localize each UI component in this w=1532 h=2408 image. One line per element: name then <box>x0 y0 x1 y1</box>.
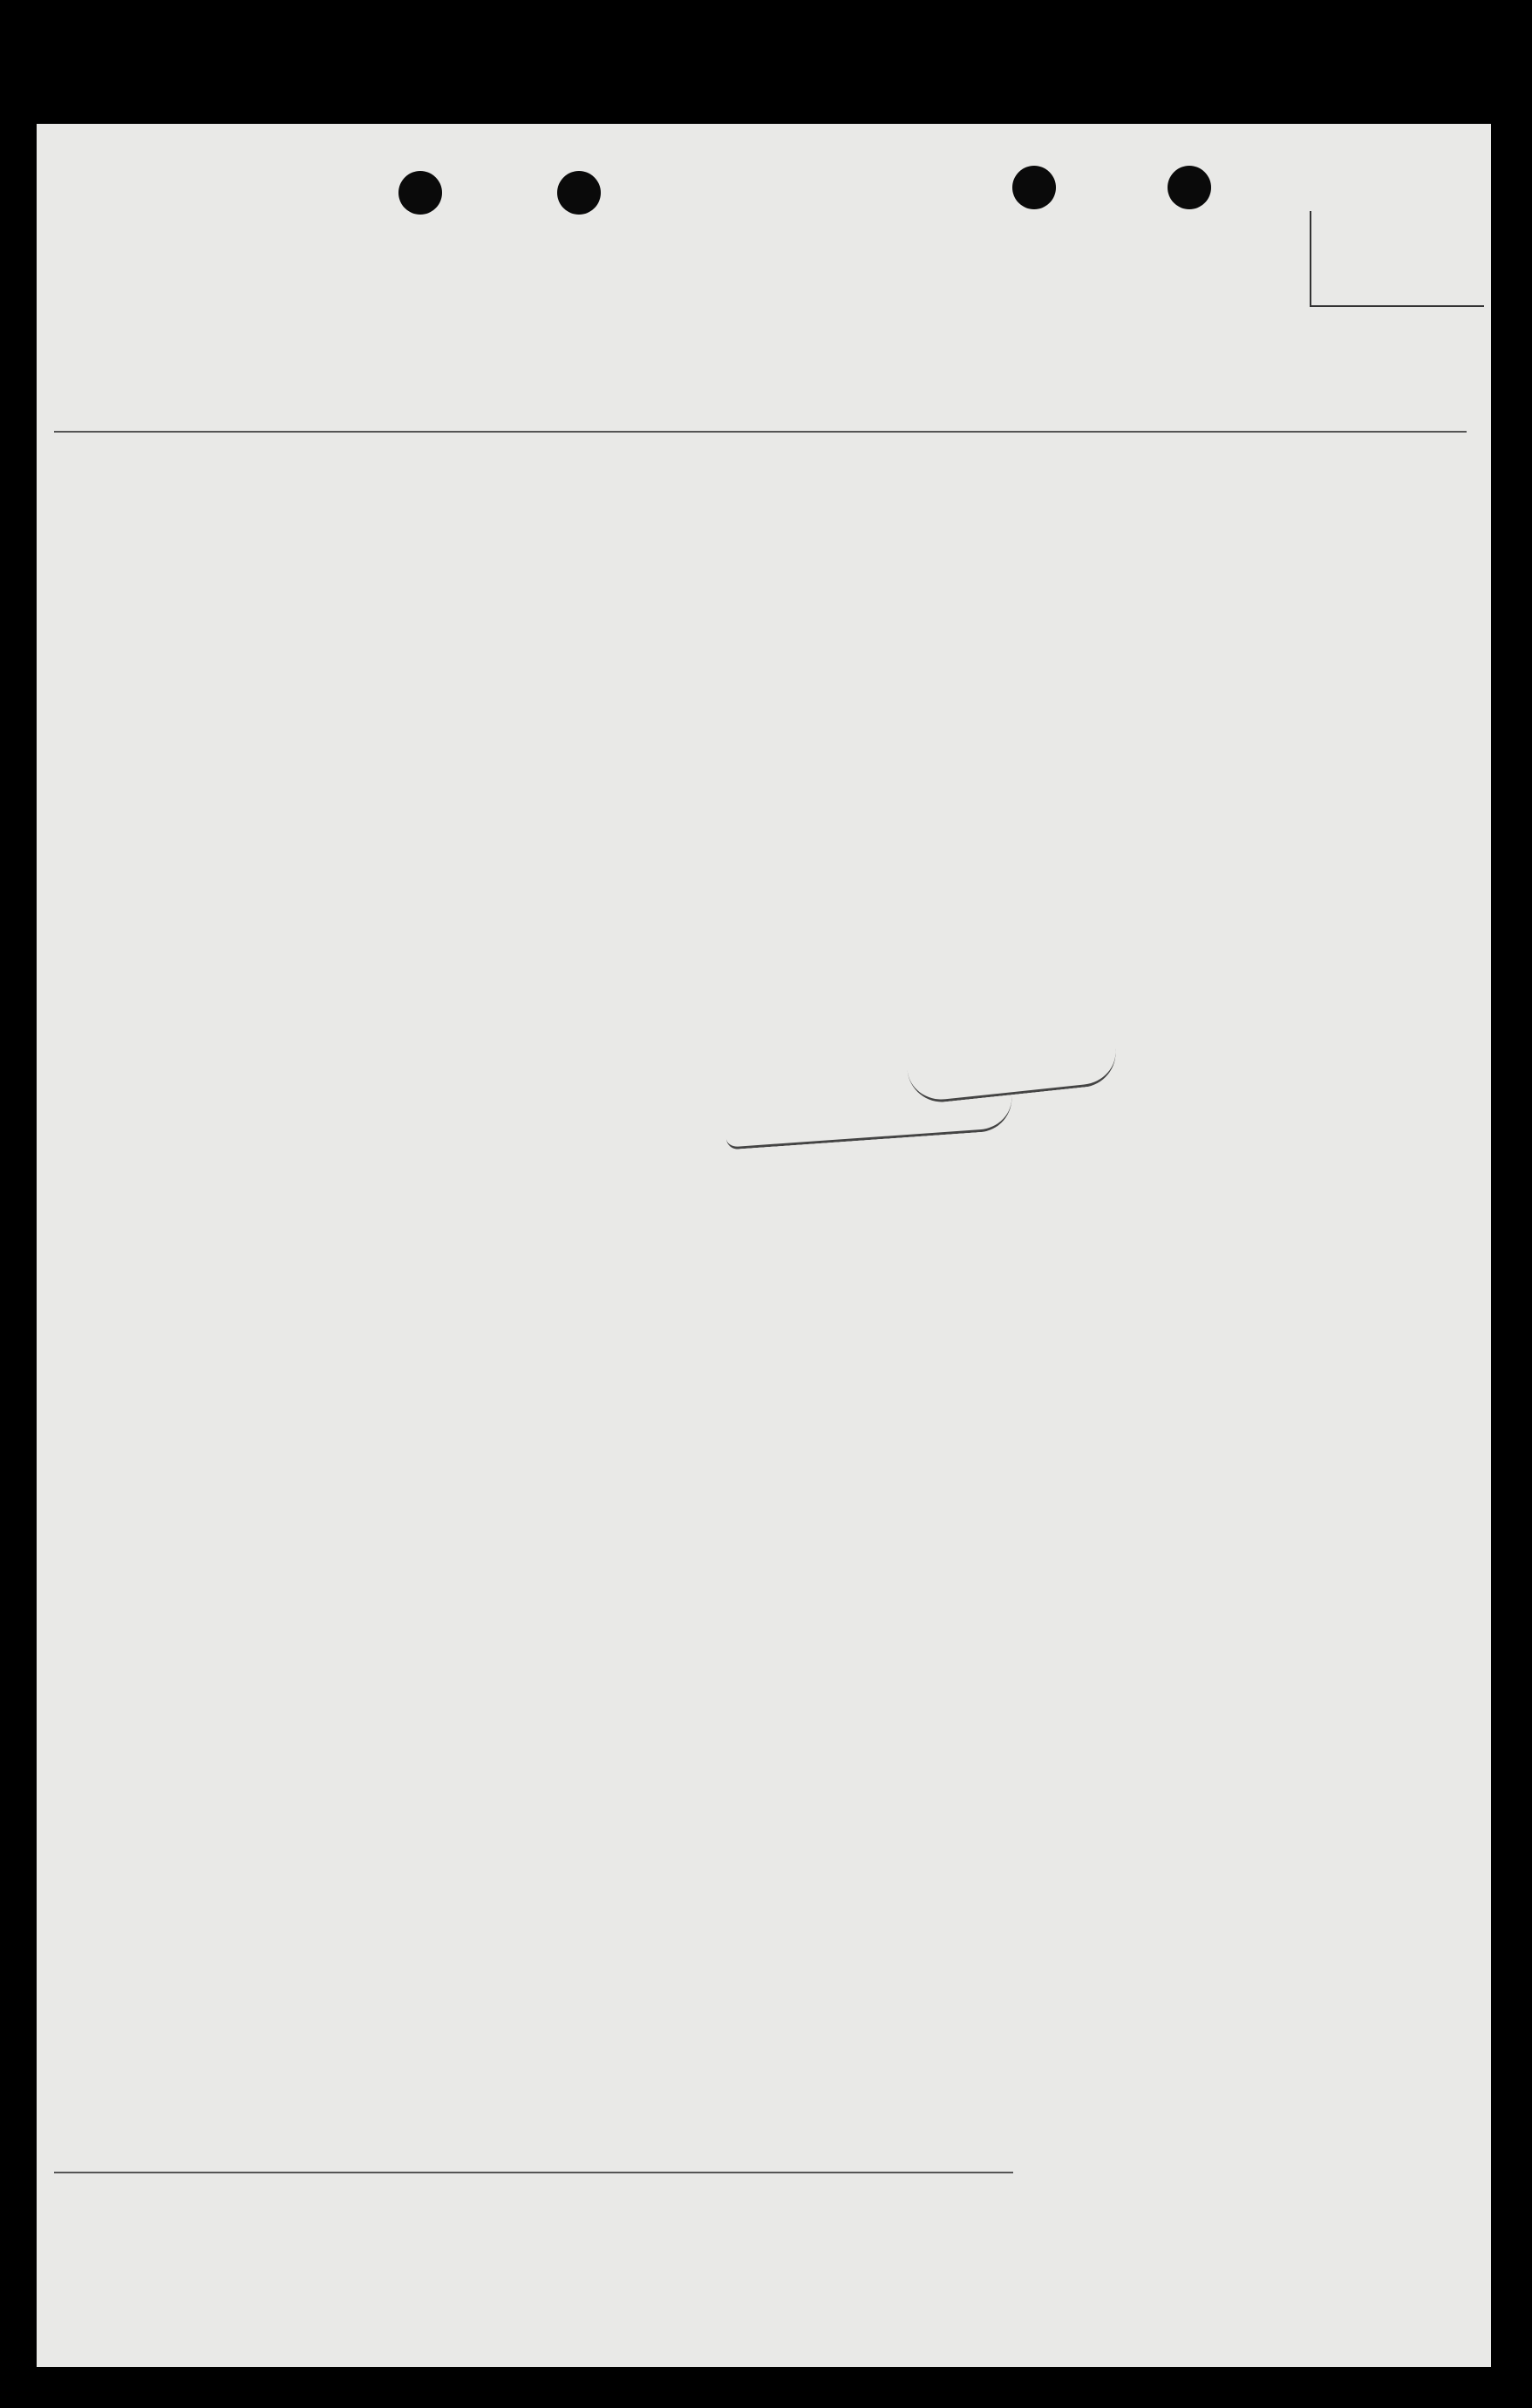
punch-hole <box>557 171 601 215</box>
punch-hole <box>1012 166 1056 209</box>
manifest-sheet <box>37 124 1491 2367</box>
inspector-signature-1 <box>908 1048 1120 1106</box>
inspector-signature-2 <box>725 1096 1014 1150</box>
sheet-box-left <box>1310 211 1311 307</box>
footer-rule <box>54 2172 1013 2173</box>
punch-hole <box>398 171 442 215</box>
header-rule <box>54 431 1467 433</box>
punch-hole <box>1168 166 1211 209</box>
sheet-box-bottom <box>1310 305 1484 307</box>
